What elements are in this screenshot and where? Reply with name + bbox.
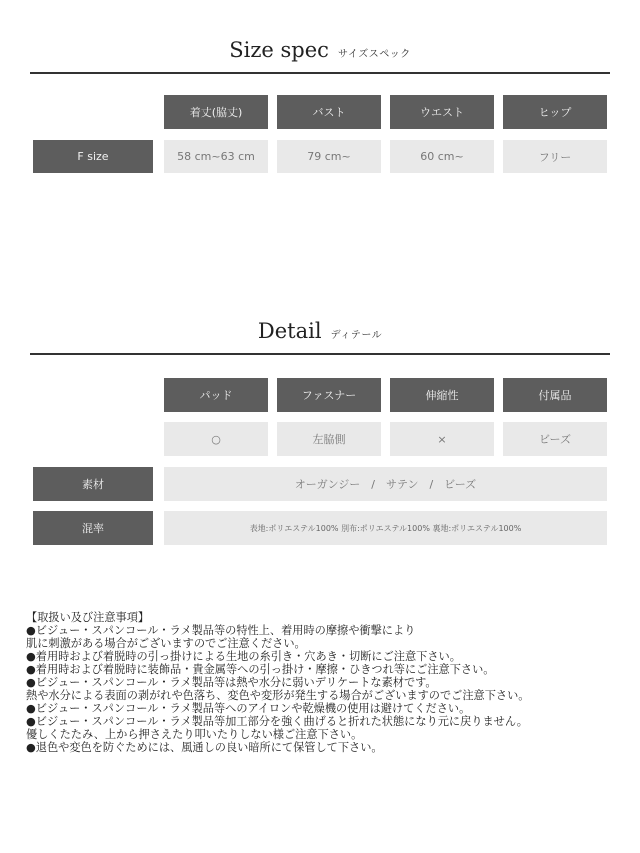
detail-header-stretch: 伸縮性 <box>390 378 494 412</box>
care-note-line: ●ビジュー・スパンコール・ラメ製品等は熱や水分に弱いデリケートな素材です。 <box>26 676 437 689</box>
care-note-line: ●ビジュー・スパンコール・ラメ製品等へのアイロンや乾燥機の使用は避けてください。 <box>26 702 471 715</box>
detail-divider <box>30 353 610 355</box>
detail-value-stretch: × <box>390 422 494 456</box>
care-note-line: ●ビジュー・スパンコール・ラメ製品等加工部分を強く曲げると折れた状態になり元に戻りません。 <box>26 715 528 728</box>
detail-heading <box>30 319 610 343</box>
care-note-line: ●着用時および着脱時の引っ掛けによる生地の糸引き・穴あき・切断にご注意下さい。 <box>26 650 461 663</box>
size-header-bust: バスト <box>277 95 381 129</box>
detail-header-pad: パッド <box>164 378 268 412</box>
size-spec-title: Size spec <box>229 38 329 62</box>
size-value-hip: フリー <box>503 140 607 173</box>
size-value-waist: 60 cm~ <box>390 140 494 173</box>
detail-header-accessories: 付属品 <box>503 378 607 412</box>
detail-header-zipper: ファスナー <box>277 378 381 412</box>
material-label: 素材 <box>33 467 153 501</box>
care-note-line: 肌に刺激がある場合がございますのでご注意ください。 <box>26 637 306 650</box>
size-spec-subtitle: サイズスペック <box>338 49 411 60</box>
detail-value-zipper: 左脇側 <box>277 422 381 456</box>
detail-title: Detail <box>257 319 322 343</box>
detail-value-accessories: ビーズ <box>503 422 607 456</box>
material-value: オーガンジー / サテン / ビーズ <box>164 467 607 501</box>
size-value-length: 58 cm~63 cm <box>164 140 268 173</box>
care-note-line: ●着用時および着脱時に装飾品・貴金属等への引っ掛け・摩擦・ひきつれ等にご注意下さい。 <box>26 663 495 676</box>
blend-label: 混率 <box>33 511 153 545</box>
size-value-bust: 79 cm~ <box>277 140 381 173</box>
size-header-length: 着丈(脇丈) <box>164 95 268 129</box>
care-notes-heading: 【取扱い及び注意事項】 <box>26 611 150 624</box>
care-note-line: 優しくたたみ、上から押さえたり叩いたりしない様ご注意下さい。 <box>26 728 363 741</box>
care-notes <box>26 611 626 754</box>
care-note-line: ●退色や変色を防ぐためには、風通しの良い暗所にて保管して下さい。 <box>26 741 383 754</box>
size-spec-divider <box>30 72 610 74</box>
detail-value-pad: ○ <box>164 422 268 456</box>
care-note-line: 熱や水分による表面の剥がれや色落ち、変色や変形が発生する場合がございますのでご注意下さい。 <box>26 689 530 702</box>
size-spec-heading <box>30 38 610 62</box>
size-header-hip: ヒップ <box>503 95 607 129</box>
blend-value: 表地:ポリエステル100% 別布:ポリエステル100% 裏地:ポリエステル100% <box>164 511 607 545</box>
size-header-waist: ウエスト <box>390 95 494 129</box>
size-row-label: F size <box>33 140 153 173</box>
care-note-line: ●ビジュー・スパンコール・ラメ製品等の特性上、着用時の摩擦や衝撃により <box>26 624 416 637</box>
detail-subtitle: ディテール <box>330 330 383 341</box>
